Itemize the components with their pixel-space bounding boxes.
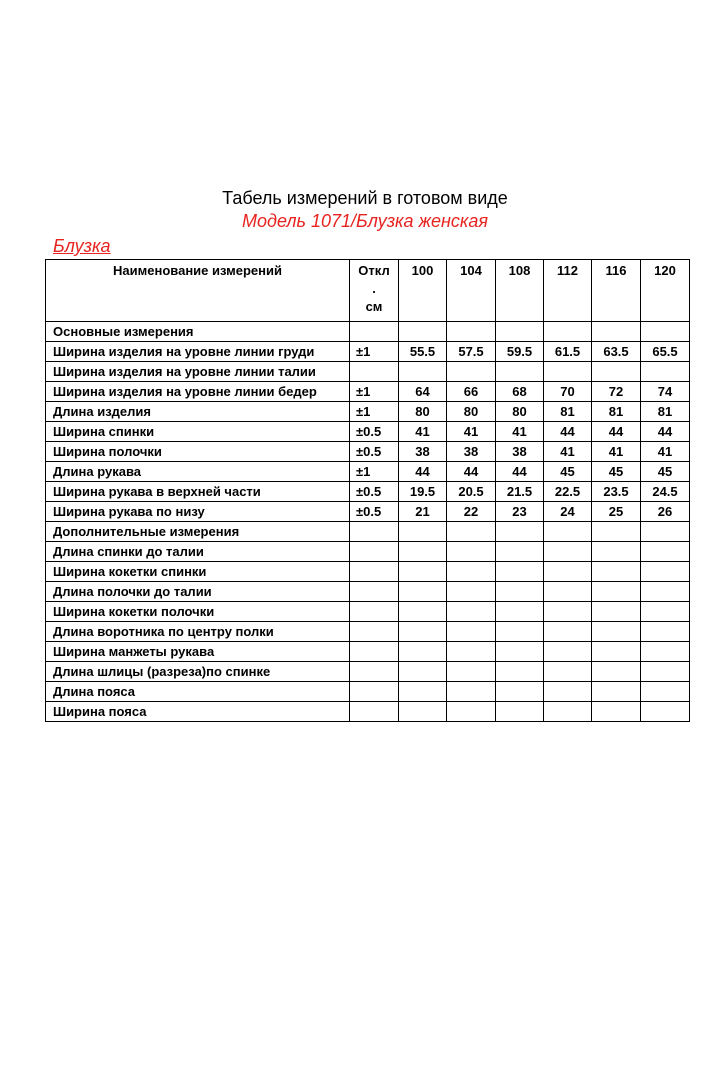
tolerance-header-line: см — [365, 299, 383, 314]
tolerance-cell: ±0.5 — [350, 482, 399, 502]
table-body — [46, 322, 690, 722]
size-value-cell — [592, 702, 641, 722]
size-value-cell — [399, 522, 447, 542]
size-value-cell — [496, 562, 544, 582]
measurement-name-cell: Длина спинки до талии — [46, 542, 350, 562]
size-value-cell: 20.5 — [447, 482, 496, 502]
size-value-cell: 80 — [496, 402, 544, 422]
size-value-cell — [496, 362, 544, 382]
measurement-table — [45, 259, 690, 722]
size-value-cell: 65.5 — [641, 342, 690, 362]
tolerance-cell — [350, 562, 399, 582]
measurement-name-cell: Ширина пояса — [46, 702, 350, 722]
measurement-name-cell: Ширина манжеты рукава — [46, 642, 350, 662]
size-value-cell: 24.5 — [641, 482, 690, 502]
size-value-cell — [399, 702, 447, 722]
size-value-cell — [447, 662, 496, 682]
measurement-name-cell: Длина пояса — [46, 682, 350, 702]
size-value-cell: 38 — [496, 442, 544, 462]
table-row — [46, 442, 690, 462]
size-value-cell: 41 — [592, 442, 641, 462]
size-value-cell: 44 — [447, 462, 496, 482]
size-value-cell — [641, 602, 690, 622]
measurement-name-cell: Ширина изделия на уровне линии груди — [46, 342, 350, 362]
tolerance-cell — [350, 702, 399, 722]
tolerance-cell — [350, 682, 399, 702]
size-value-cell: 64 — [399, 382, 447, 402]
size-column-header: 100 — [399, 260, 447, 322]
size-value-cell: 22.5 — [544, 482, 592, 502]
size-value-cell: 41 — [496, 422, 544, 442]
size-value-cell — [592, 602, 641, 622]
size-value-cell — [544, 522, 592, 542]
size-value-cell — [641, 562, 690, 582]
measurement-name-cell: Ширина кокетки спинки — [46, 562, 350, 582]
size-value-cell: 23.5 — [592, 482, 641, 502]
table-header-row — [46, 260, 690, 322]
table-row — [46, 502, 690, 522]
size-value-cell — [641, 542, 690, 562]
tolerance-cell: ±1 — [350, 402, 399, 422]
size-value-cell — [447, 702, 496, 722]
size-value-cell — [544, 642, 592, 662]
size-value-cell: 61.5 — [544, 342, 592, 362]
size-value-cell — [592, 682, 641, 702]
size-value-cell — [641, 642, 690, 662]
table-row — [46, 602, 690, 622]
size-value-cell: 21 — [399, 502, 447, 522]
table-row — [46, 702, 690, 722]
size-value-cell: 45 — [544, 462, 592, 482]
table-row — [46, 622, 690, 642]
name-column-header: Наименование измерений — [46, 260, 350, 322]
size-value-cell — [447, 322, 496, 342]
size-value-cell: 41 — [399, 422, 447, 442]
size-value-cell — [399, 602, 447, 622]
size-value-cell: 81 — [592, 402, 641, 422]
model-subtitle: Модель 1071/Блузка женская — [242, 211, 488, 231]
size-value-cell: 41 — [641, 442, 690, 462]
measurement-name-cell: Длина воротника по центру полки — [46, 622, 350, 642]
size-value-cell — [592, 322, 641, 342]
size-value-cell — [447, 542, 496, 562]
tolerance-cell — [350, 602, 399, 622]
tolerance-column-header — [350, 260, 399, 322]
size-value-cell: 63.5 — [592, 342, 641, 362]
tolerance-cell — [350, 622, 399, 642]
table-row — [46, 482, 690, 502]
tolerance-cell: ±0.5 — [350, 502, 399, 522]
table-row — [46, 322, 690, 342]
size-value-cell — [544, 362, 592, 382]
size-value-cell — [641, 622, 690, 642]
size-value-cell: 23 — [496, 502, 544, 522]
table-row — [46, 422, 690, 442]
size-value-cell — [544, 702, 592, 722]
size-value-cell — [399, 562, 447, 582]
size-value-cell — [399, 322, 447, 342]
tolerance-cell — [350, 522, 399, 542]
measurement-name-cell: Длина изделия — [46, 402, 350, 422]
size-value-cell — [496, 322, 544, 342]
tolerance-cell — [350, 642, 399, 662]
measurement-name-cell: Ширина изделия на уровне линии бедер — [46, 382, 350, 402]
size-value-cell — [447, 622, 496, 642]
table-row — [46, 402, 690, 422]
measurement-name-cell: Основные измерения — [46, 322, 350, 342]
size-value-cell: 38 — [447, 442, 496, 462]
size-value-cell: 80 — [399, 402, 447, 422]
size-value-cell — [399, 642, 447, 662]
size-value-cell: 21.5 — [496, 482, 544, 502]
size-value-cell — [399, 622, 447, 642]
tolerance-header-line: Откл — [358, 263, 390, 278]
size-value-cell — [496, 682, 544, 702]
size-value-cell: 41 — [447, 422, 496, 442]
measurement-name-cell: Ширина рукава по низу — [46, 502, 350, 522]
size-value-cell — [592, 642, 641, 662]
measurement-name-cell: Ширина изделия на уровне линии талии — [46, 362, 350, 382]
size-value-cell: 44 — [641, 422, 690, 442]
size-value-cell — [447, 582, 496, 602]
size-value-cell: 55.5 — [399, 342, 447, 362]
size-value-cell — [544, 602, 592, 622]
table-row — [46, 542, 690, 562]
size-value-cell — [592, 542, 641, 562]
size-value-cell — [544, 682, 592, 702]
measurement-name-cell: Длина рукава — [46, 462, 350, 482]
table-row — [46, 682, 690, 702]
size-value-cell — [544, 562, 592, 582]
size-value-cell — [399, 542, 447, 562]
size-value-cell: 81 — [544, 402, 592, 422]
size-column-header: 116 — [592, 260, 641, 322]
tolerance-cell: ±0.5 — [350, 442, 399, 462]
size-value-cell: 22 — [447, 502, 496, 522]
table-row — [46, 562, 690, 582]
table-row — [46, 362, 690, 382]
size-column-header: 112 — [544, 260, 592, 322]
size-value-cell — [641, 702, 690, 722]
section-label: Блузка — [53, 236, 111, 256]
size-value-cell: 68 — [496, 382, 544, 402]
measurement-name-cell: Ширина кокетки полочки — [46, 602, 350, 622]
size-value-cell — [592, 522, 641, 542]
size-value-cell — [399, 362, 447, 382]
size-value-cell — [592, 562, 641, 582]
size-value-cell — [447, 602, 496, 622]
table-row — [46, 522, 690, 542]
size-value-cell: 59.5 — [496, 342, 544, 362]
table-row — [46, 342, 690, 362]
measurement-name-cell: Дополнительные измерения — [46, 522, 350, 542]
tolerance-cell — [350, 582, 399, 602]
size-value-cell — [496, 622, 544, 642]
size-value-cell — [544, 322, 592, 342]
size-value-cell — [496, 582, 544, 602]
measurement-name-cell: Ширина полочки — [46, 442, 350, 462]
tolerance-cell — [350, 662, 399, 682]
tolerance-cell: ±1 — [350, 342, 399, 362]
size-value-cell: 45 — [592, 462, 641, 482]
measurement-name-cell: Длина шлицы (разреза)по спинке — [46, 662, 350, 682]
size-value-cell — [592, 582, 641, 602]
size-value-cell — [496, 642, 544, 662]
size-value-cell — [496, 702, 544, 722]
measurement-name-cell: Ширина рукава в верхней части — [46, 482, 350, 502]
size-value-cell: 44 — [399, 462, 447, 482]
size-value-cell — [641, 522, 690, 542]
size-value-cell — [399, 662, 447, 682]
size-value-cell — [641, 362, 690, 382]
size-value-cell: 57.5 — [447, 342, 496, 362]
size-value-cell — [447, 562, 496, 582]
size-value-cell — [496, 662, 544, 682]
table-row — [46, 582, 690, 602]
table-row — [46, 662, 690, 682]
size-value-cell — [641, 582, 690, 602]
tolerance-cell — [350, 322, 399, 342]
size-value-cell: 70 — [544, 382, 592, 402]
size-value-cell: 24 — [544, 502, 592, 522]
measurement-name-cell: Длина полочки до талии — [46, 582, 350, 602]
measurement-name-cell: Ширина спинки — [46, 422, 350, 442]
size-value-cell: 74 — [641, 382, 690, 402]
size-value-cell — [592, 662, 641, 682]
tolerance-cell — [350, 542, 399, 562]
size-value-cell — [447, 682, 496, 702]
size-value-cell — [447, 362, 496, 382]
size-value-cell: 81 — [641, 402, 690, 422]
size-value-cell — [399, 682, 447, 702]
size-value-cell: 45 — [641, 462, 690, 482]
size-value-cell: 44 — [544, 422, 592, 442]
size-value-cell: 72 — [592, 382, 641, 402]
size-value-cell — [592, 362, 641, 382]
table-row — [46, 462, 690, 482]
table-row — [46, 642, 690, 662]
size-value-cell — [544, 582, 592, 602]
size-value-cell — [399, 582, 447, 602]
size-value-cell — [496, 542, 544, 562]
size-column-header: 104 — [447, 260, 496, 322]
size-value-cell — [544, 662, 592, 682]
size-value-cell — [592, 622, 641, 642]
tolerance-cell: ±1 — [350, 462, 399, 482]
size-value-cell: 19.5 — [399, 482, 447, 502]
size-value-cell: 80 — [447, 402, 496, 422]
size-value-cell: 44 — [496, 462, 544, 482]
size-value-cell — [641, 662, 690, 682]
size-value-cell: 66 — [447, 382, 496, 402]
table-row — [46, 382, 690, 402]
size-value-cell — [544, 542, 592, 562]
size-value-cell: 38 — [399, 442, 447, 462]
size-column-header: 120 — [641, 260, 690, 322]
size-value-cell — [496, 522, 544, 542]
tolerance-header-line: . — [372, 281, 376, 296]
tolerance-cell — [350, 362, 399, 382]
page-title: Табель измерений в готовом виде — [222, 188, 508, 208]
size-value-cell — [544, 622, 592, 642]
tolerance-cell: ±0.5 — [350, 422, 399, 442]
size-value-cell: 26 — [641, 502, 690, 522]
size-value-cell — [496, 602, 544, 622]
size-value-cell — [641, 322, 690, 342]
size-value-cell: 44 — [592, 422, 641, 442]
size-value-cell: 41 — [544, 442, 592, 462]
size-value-cell — [447, 522, 496, 542]
size-value-cell — [641, 682, 690, 702]
size-value-cell: 25 — [592, 502, 641, 522]
size-value-cell — [447, 642, 496, 662]
tolerance-cell: ±1 — [350, 382, 399, 402]
size-column-header: 108 — [496, 260, 544, 322]
